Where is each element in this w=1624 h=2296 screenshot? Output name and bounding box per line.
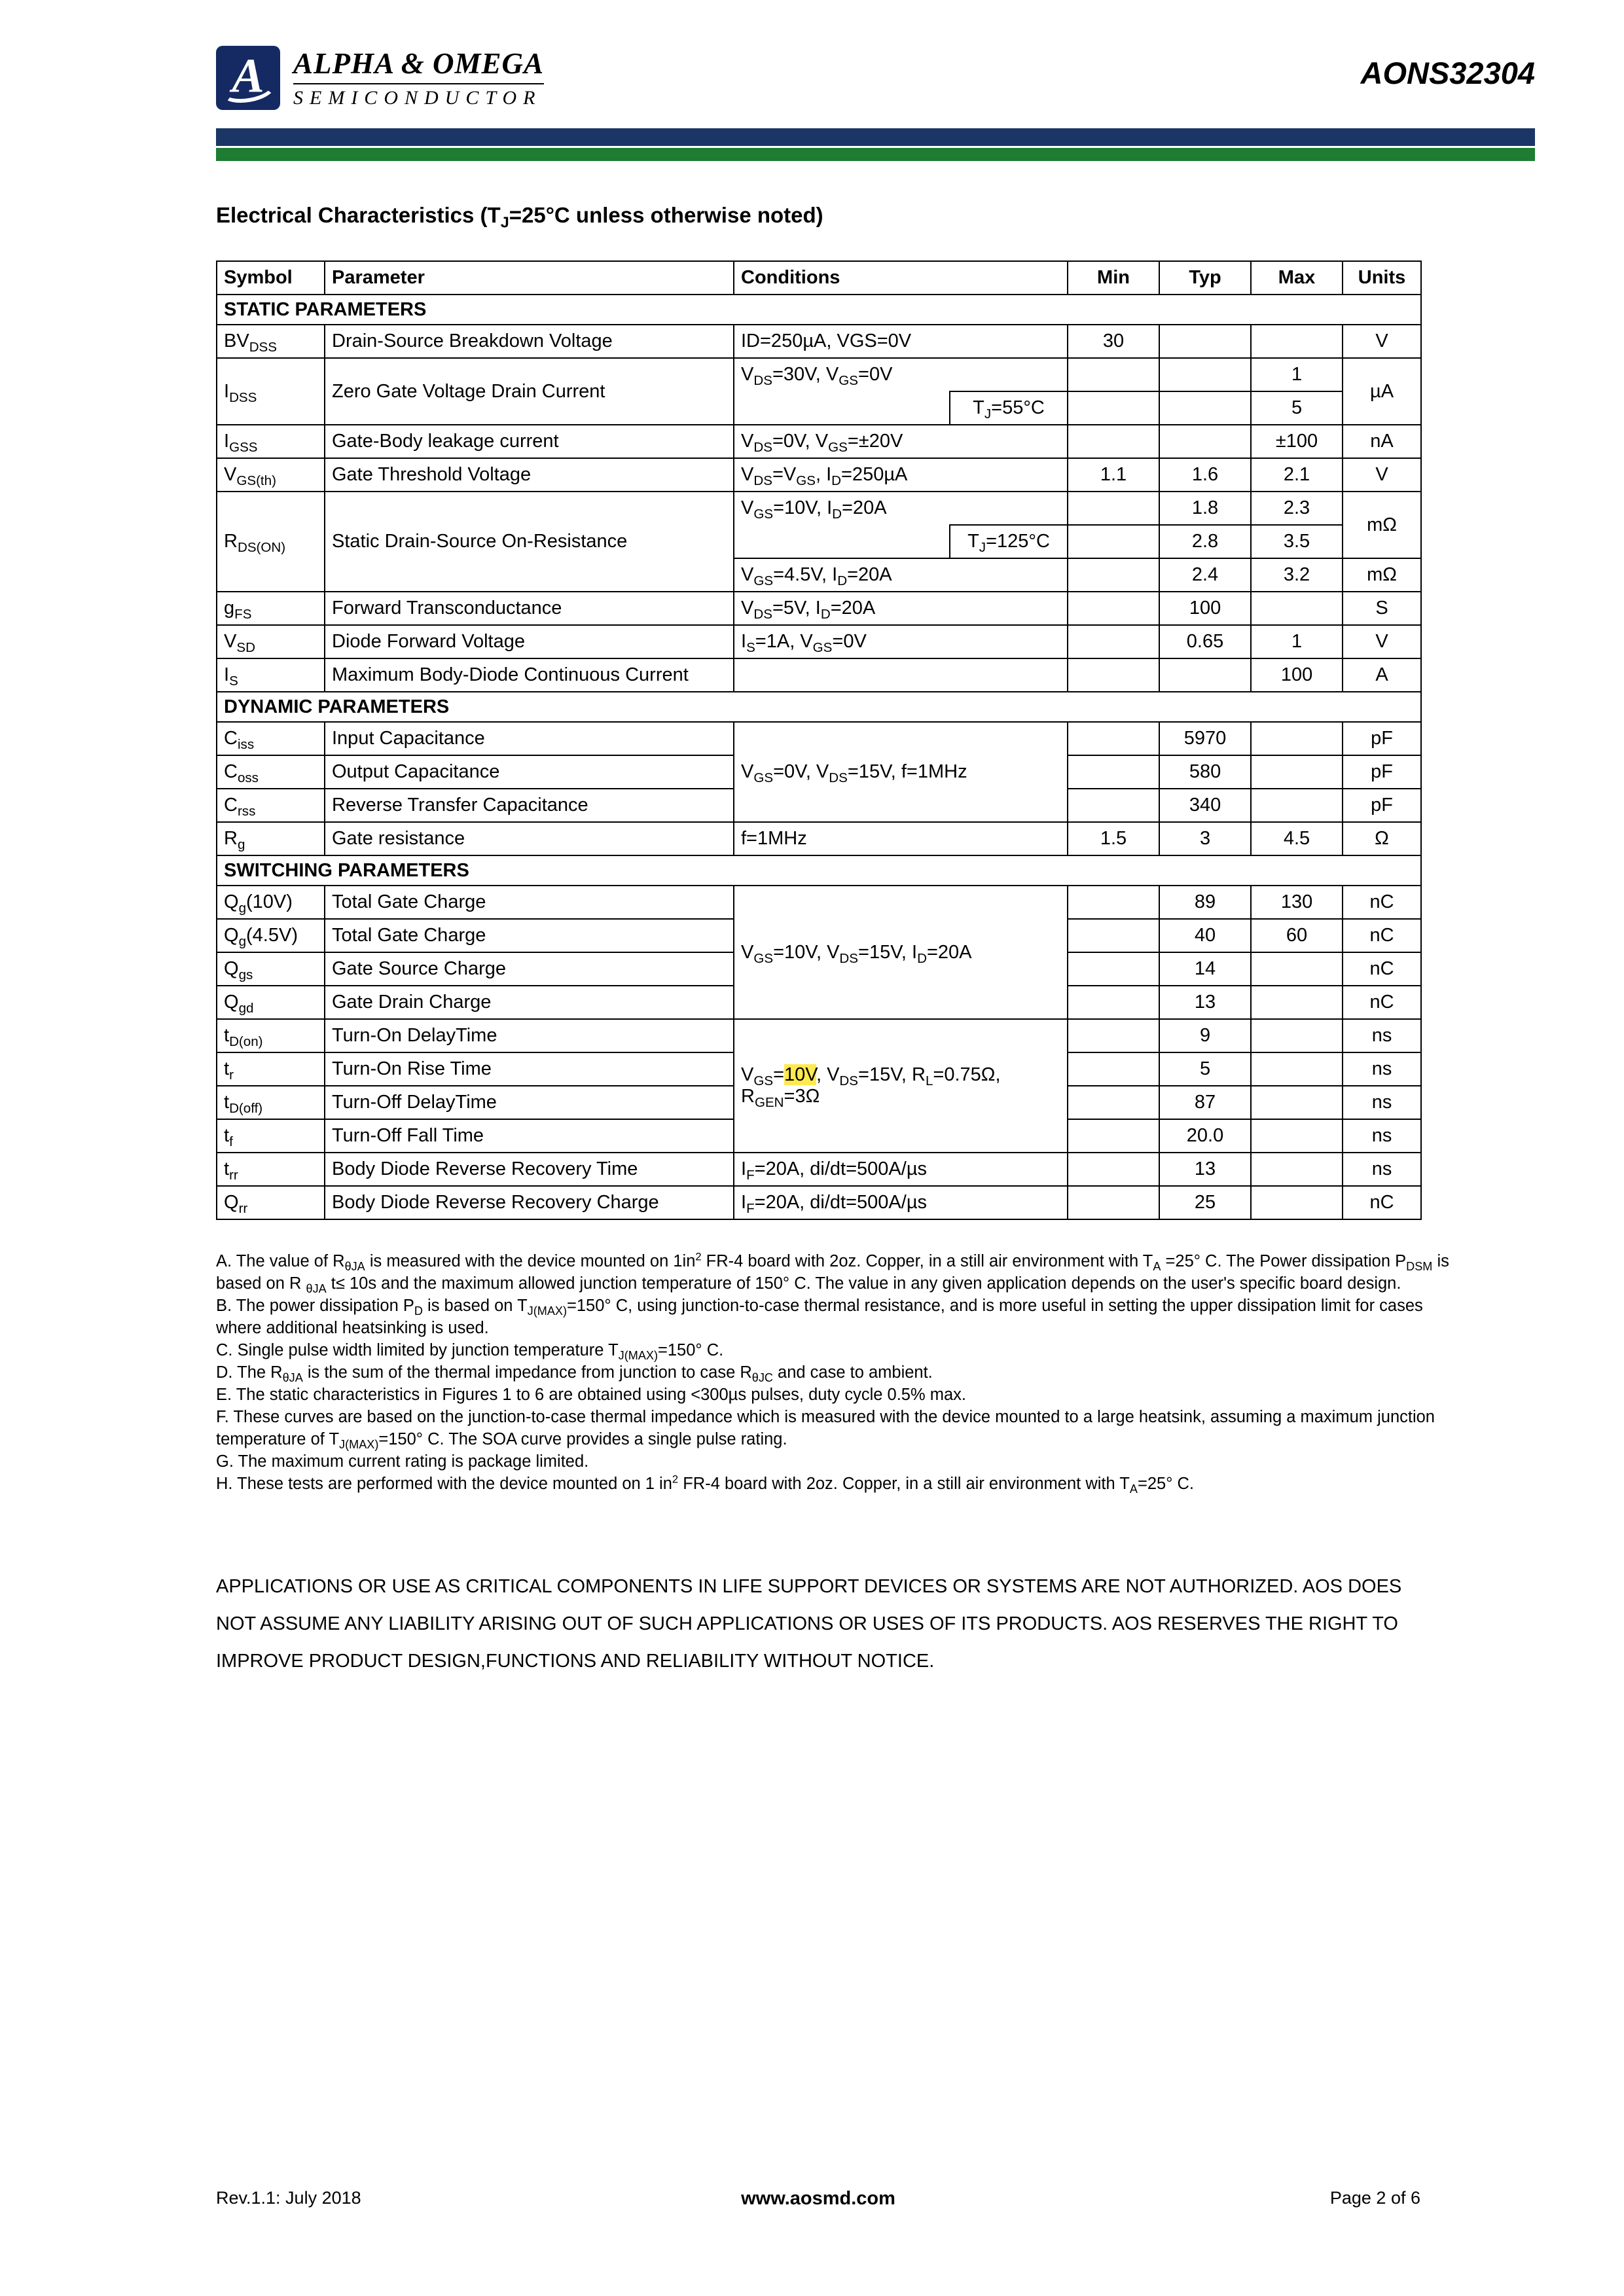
cell-parameter: Drain-Source Breakdown Voltage: [325, 325, 734, 358]
cell-min: [1068, 952, 1159, 986]
cell-typ: 14: [1159, 952, 1251, 986]
cell-min: [1068, 391, 1159, 425]
cell-units: ns: [1343, 1052, 1421, 1086]
cell-max: 60: [1251, 919, 1343, 952]
cell-units: mΩ: [1343, 492, 1421, 558]
table-row-idss-1: [217, 358, 1421, 391]
cell-symbol: $I_S$: [217, 658, 325, 692]
cell-max: [1251, 986, 1343, 1019]
cell-conditions: [734, 658, 1068, 692]
cell-conditions: $V_{GS}=10V$, $V_{DS}=15V$, $I_D=20A$: [734, 886, 1068, 1019]
footnotes: [216, 1250, 1460, 1495]
cell-units: pF: [1343, 755, 1421, 789]
cell-parameter: Turn-On DelayTime: [325, 1019, 734, 1052]
section-title: STATIC PARAMETERS: [217, 295, 1421, 325]
cell-min: [1068, 1153, 1159, 1186]
table-row-gfs: [217, 592, 1421, 625]
cell-units: nC: [1343, 1186, 1421, 1219]
cell-min: [1068, 1186, 1159, 1219]
col-min: Min: [1068, 261, 1159, 295]
cell-max: [1251, 1019, 1343, 1052]
cell-max: 130: [1251, 886, 1343, 919]
header-green-bar: [216, 148, 1535, 161]
cell-symbol: $t_r$: [217, 1052, 325, 1086]
cell-symbol: $t_{rr}$: [217, 1153, 325, 1186]
cell-conditions: $V_{GS}=0V$, $V_{DS}=15V$, f=1MHz: [734, 722, 1068, 822]
table-row-ciss: [217, 722, 1421, 755]
cell-parameter: Gate resistance: [325, 822, 734, 855]
cell-typ: [1159, 358, 1251, 391]
table-row-rg: [217, 822, 1421, 855]
cell-conditions: $V_{DS}=0V$, $V_{GS}=\pm 20V$: [734, 425, 1068, 458]
cell-conditions: $V_{GS}=4.5V$, $I_D=20A$: [734, 558, 1068, 592]
cell-typ: 40: [1159, 919, 1251, 952]
cell-typ: 3: [1159, 822, 1251, 855]
cell-typ: 5970: [1159, 722, 1251, 755]
brand-name: ALPHA & OMEGA: [293, 46, 544, 84]
cell-symbol: $C_{rss}$: [217, 789, 325, 822]
note-d: D. The $R_{\theta JA}$ is the sum of the thermal impedance from junction to case $R_{\theta JC}$ and case to ambient.: [216, 1363, 933, 1385]
cell-max: [1251, 1052, 1343, 1086]
cell-symbol: $V_{GS(th)}$: [217, 458, 325, 492]
cell-conditions: $V_{GS}=10V$, $I_D=20A$: [734, 492, 950, 558]
cell-min: [1068, 1052, 1159, 1086]
note-a: A. The value of $R_{\theta JA}$ is measured with the device mounted on $1in^2$ FR-4 board with 2oz. Copper, in a still air environment with $T_A =25^\circ$ C. The Power dissipation $P_{DSM}$ is based on R $_{\theta JA}$ t≤ 10s and the maximum allowed junction temperature of 150° C. The value in any given application depends on the user's specific board design.: [216, 1250, 1449, 1296]
cell-units: nC: [1343, 952, 1421, 986]
logo-letter: A: [232, 49, 264, 103]
cell-typ: 2.8: [1159, 525, 1251, 558]
cell-typ: 13: [1159, 1153, 1251, 1186]
cell-conditions: [734, 1019, 1068, 1153]
cell-parameter: Total Gate Charge: [325, 919, 734, 952]
cell-conditions-sub: $T_J=125^\circ C$: [950, 525, 1068, 558]
cell-parameter: Gate Threshold Voltage: [325, 458, 734, 492]
cell-units: ns: [1343, 1019, 1421, 1052]
cell-min: [1068, 986, 1159, 1019]
footer-page-number: Page 2 of 6: [1329, 2188, 1420, 2208]
cell-units: S: [1343, 592, 1421, 625]
cell-max: [1251, 789, 1343, 822]
cell-typ: [1159, 658, 1251, 692]
cell-conditions: ID=250µA, VGS=0V: [734, 325, 1068, 358]
cell-min: 30: [1068, 325, 1159, 358]
cell-min: [1068, 722, 1159, 755]
cell-typ: 89: [1159, 886, 1251, 919]
cell-parameter: Gate-Body leakage current: [325, 425, 734, 458]
cell-symbol: $R_g$: [217, 822, 325, 855]
cell-units: nC: [1343, 986, 1421, 1019]
cell-max: [1251, 722, 1343, 755]
cell-conditions-sub: [950, 358, 1068, 391]
cell-parameter: Body Diode Reverse Recovery Charge: [325, 1186, 734, 1219]
cell-symbol: $t_{D(on)}$: [217, 1019, 325, 1052]
section-static-parameters: [217, 295, 1421, 325]
cell-typ: 5: [1159, 1052, 1251, 1086]
cell-parameter: Zero Gate Voltage Drain Current: [325, 358, 734, 425]
cell-min: [1068, 592, 1159, 625]
table-row-vgsth: [217, 458, 1421, 492]
legal-disclaimer: APPLICATIONS OR USE AS CRITICAL COMPONENTS IN LIFE SUPPORT DEVICES OR SYSTEMS ARE NOT AUTHORIZED. AOS DOES NOT ASSUME ANY LIABILITY ARISING OUT OF SUCH APPLICATIONS OR USES OF ITS PRODUCTS. AOS RESERVES THE RIGHT TO IMPROVE PRODUCT DESIGN,FUNCTIONS AND RELIABILITY WITHOUT NOTICE.: [216, 1576, 1402, 1672]
cell-max: 2.1: [1251, 458, 1343, 492]
cell-typ: 340: [1159, 789, 1251, 822]
page-header: [216, 46, 1535, 110]
cell-conditions: $V_{DS}=V_{GS}$, $I_D=250\mu A$: [734, 458, 1068, 492]
cell-max: [1251, 1153, 1343, 1186]
cell-typ: 20.0: [1159, 1119, 1251, 1153]
cell-typ: 13: [1159, 986, 1251, 1019]
table-row-trr: [217, 1153, 1421, 1186]
page-footer: [216, 2188, 1420, 2208]
cell-parameter: Turn-Off Fall Time: [325, 1119, 734, 1153]
cell-symbol: $Q_g(10V)$: [217, 886, 325, 919]
cell-units: Ω: [1343, 822, 1421, 855]
electrical-characteristics-table: [216, 260, 1422, 1220]
cell-units: V: [1343, 625, 1421, 658]
cell-typ: [1159, 425, 1251, 458]
cell-typ: 2.4: [1159, 558, 1251, 592]
header-navy-bar: [216, 128, 1535, 146]
table-row-tdon: [217, 1019, 1421, 1052]
cell-max: [1251, 1186, 1343, 1219]
cell-symbol: $g_{FS}$: [217, 592, 325, 625]
cell-symbol: $BV_{DSS}$: [217, 325, 325, 358]
cell-parameter: Total Gate Charge: [325, 886, 734, 919]
cell-min: [1068, 1086, 1159, 1119]
cell-conditions-sub: $T_J=55^\circ C$: [950, 391, 1068, 425]
cell-max: 1: [1251, 625, 1343, 658]
cell-symbol: $Q_g(4.5V)$: [217, 919, 325, 952]
cell-typ: [1159, 391, 1251, 425]
cell-parameter: Diode Forward Voltage: [325, 625, 734, 658]
cell-units: V: [1343, 458, 1421, 492]
cell-max: 4.5: [1251, 822, 1343, 855]
cell-max: [1251, 1119, 1343, 1153]
cell-units: nC: [1343, 919, 1421, 952]
cell-conditions: $V_{DS}=5V$, $I_D=20A$: [734, 592, 1068, 625]
cell-min: [1068, 886, 1159, 919]
cell-typ: 25: [1159, 1186, 1251, 1219]
cell-min: [1068, 755, 1159, 789]
col-symbol: Symbol: [217, 261, 325, 295]
cell-symbol: $C_{iss}$: [217, 722, 325, 755]
footer-revision: Rev.1.1: July 2018: [216, 2188, 361, 2208]
cell-max: 100: [1251, 658, 1343, 692]
cell-min: [1068, 919, 1159, 952]
cell-symbol: $Q_{gs}$: [217, 952, 325, 986]
section-dynamic-parameters: [217, 692, 1421, 722]
cell-units: µA: [1343, 358, 1421, 425]
cell-symbol: $I_{DSS}$: [217, 358, 325, 425]
cell-units: pF: [1343, 789, 1421, 822]
note-e: E. The static characteristics in Figures 1 to 6 are obtained using <300µs pulses, duty cycle 0.5% max.: [216, 1386, 967, 1404]
part-number: AONS32304: [1360, 56, 1535, 90]
cell-units: ns: [1343, 1119, 1421, 1153]
note-b: B. The power dissipation $P_D$ is based on $T_{J(MAX)}=150^\circ$ C, using junction-to-case thermal resistance, and is more useful in setting the upper dissipation limit for cases where additional heatsinking is used.: [216, 1297, 1423, 1337]
note-c: C. Single pulse width limited by junction temperature $T_{J(MAX)}=150^\circ$ C.: [216, 1341, 724, 1363]
cell-min: [1068, 492, 1159, 525]
section-switching-parameters: [217, 855, 1421, 886]
cell-min: [1068, 658, 1159, 692]
cell-max: 5: [1251, 391, 1343, 425]
cell-symbol: $t_f$: [217, 1119, 325, 1153]
cell-conditions: $I_F=20A$, di/dt=500A/µs: [734, 1153, 1068, 1186]
section-title: SWITCHING PARAMETERS: [217, 855, 1421, 886]
cell-symbol: $C_{oss}$: [217, 755, 325, 789]
cell-conditions: $I_F=20A$, di/dt=500A/µs: [734, 1186, 1068, 1219]
cell-min: [1068, 425, 1159, 458]
cell-parameter: Gate Source Charge: [325, 952, 734, 986]
cell-max: 1: [1251, 358, 1343, 391]
cell-min: 1.5: [1068, 822, 1159, 855]
cell-min: [1068, 1019, 1159, 1052]
cell-parameter: Reverse Transfer Capacitance: [325, 789, 734, 822]
table-row-qg10: [217, 886, 1421, 919]
table-row-vsd: [217, 625, 1421, 658]
note-f: F. These curves are based on the junction-to-case thermal impedance which is measured with the device mounted to a large heatsink, assuming a maximum junction temperature of $T_{J(MAX)}=150^\circ$ C. The SOA curve provides a single pulse rating.: [216, 1408, 1435, 1452]
cell-parameter: Output Capacitance: [325, 755, 734, 789]
table-row-igss: [217, 425, 1421, 458]
cell-parameter: Turn-Off DelayTime: [325, 1086, 734, 1119]
col-typ: Typ: [1159, 261, 1251, 295]
cell-max: 2.3: [1251, 492, 1343, 525]
brand-subtitle: SEMICONDUCTOR: [293, 87, 542, 109]
col-parameter: Parameter: [325, 261, 734, 295]
condition-line-2: $R_{GEN}=3\Omega$: [741, 1086, 820, 1110]
cell-symbol: $t_{D(off)}$: [217, 1086, 325, 1119]
cell-typ: 1.6: [1159, 458, 1251, 492]
cell-max: [1251, 592, 1343, 625]
cell-max: 3.5: [1251, 525, 1343, 558]
cell-symbol: $I_{GSS}$: [217, 425, 325, 458]
cell-symbol: $R_{DS(ON)}$: [217, 492, 325, 592]
cell-typ: 0.65: [1159, 625, 1251, 658]
col-units: Units: [1343, 261, 1421, 295]
cell-min: [1068, 789, 1159, 822]
page-title: Electrical Characteristics ($T_J=25^\circ C$ unless otherwise noted): [216, 203, 823, 231]
footer-website: www.aosmd.com: [741, 2188, 895, 2209]
cell-parameter: Turn-On Rise Time: [325, 1052, 734, 1086]
cell-typ: 87: [1159, 1086, 1251, 1119]
cell-max: [1251, 325, 1343, 358]
table-header-row: [217, 261, 1421, 295]
cell-conditions: f=1MHz: [734, 822, 1068, 855]
cell-units: V: [1343, 325, 1421, 358]
cell-min: [1068, 1119, 1159, 1153]
cell-parameter: Static Drain-Source On-Resistance: [325, 492, 734, 592]
cell-min: [1068, 625, 1159, 658]
cell-min: [1068, 558, 1159, 592]
cell-max: [1251, 1086, 1343, 1119]
cell-max: 3.2: [1251, 558, 1343, 592]
cell-parameter: Forward Transconductance: [325, 592, 734, 625]
cell-typ: 1.8: [1159, 492, 1251, 525]
cell-conditions-sub: [950, 492, 1068, 525]
cell-min: [1068, 525, 1159, 558]
brand-text: [293, 46, 544, 109]
cell-max: [1251, 952, 1343, 986]
section-title: DYNAMIC PARAMETERS: [217, 692, 1421, 722]
cell-symbol: $V_{SD}$: [217, 625, 325, 658]
cell-conditions: $I_S=1A$, $V_{GS}=0V$: [734, 625, 1068, 658]
cell-units: nC: [1343, 886, 1421, 919]
cell-units: ns: [1343, 1086, 1421, 1119]
cell-parameter: Maximum Body-Diode Continuous Current: [325, 658, 734, 692]
cell-parameter: Body Diode Reverse Recovery Time: [325, 1153, 734, 1186]
cell-max: [1251, 755, 1343, 789]
cell-parameter: Gate Drain Charge: [325, 986, 734, 1019]
cell-units: A: [1343, 658, 1421, 692]
table-row-bvdss: [217, 325, 1421, 358]
aos-logo-icon: [216, 46, 280, 110]
cell-parameter: Input Capacitance: [325, 722, 734, 755]
note-g: G. The maximum current rating is package limited.: [216, 1452, 589, 1471]
cell-typ: 580: [1159, 755, 1251, 789]
cell-min: 1.1: [1068, 458, 1159, 492]
cell-units: nA: [1343, 425, 1421, 458]
col-conditions: Conditions: [734, 261, 1068, 295]
brand-logo: [216, 46, 544, 110]
cell-typ: 100: [1159, 592, 1251, 625]
cell-units: mΩ: [1343, 558, 1421, 592]
table-row-rdson-1: [217, 492, 1421, 525]
cell-units: pF: [1343, 722, 1421, 755]
note-h: H. These tests are performed with the device mounted on 1 $in^2$ FR-4 board with 2oz. Copper, in a still air environment with $T_A=25^\circ$ C.: [216, 1473, 1194, 1496]
cell-max: ±100: [1251, 425, 1343, 458]
col-max: Max: [1251, 261, 1343, 295]
cell-conditions: $V_{DS}=30V$, $V_{GS}=0V$: [734, 358, 950, 425]
table-row-is: [217, 658, 1421, 692]
cell-typ: [1159, 325, 1251, 358]
condition-line-1: $V_{GS}=10V$, $V_{DS}=15V$, $R_L=0.75\Omega$,: [741, 1064, 1001, 1088]
table-row-qrr: [217, 1186, 1421, 1219]
cell-units: ns: [1343, 1153, 1421, 1186]
cell-symbol: $Q_{rr}$: [217, 1186, 325, 1219]
cell-typ: 9: [1159, 1019, 1251, 1052]
cell-symbol: $Q_{gd}$: [217, 986, 325, 1019]
cell-min: [1068, 358, 1159, 391]
page-content: [216, 0, 1535, 1680]
